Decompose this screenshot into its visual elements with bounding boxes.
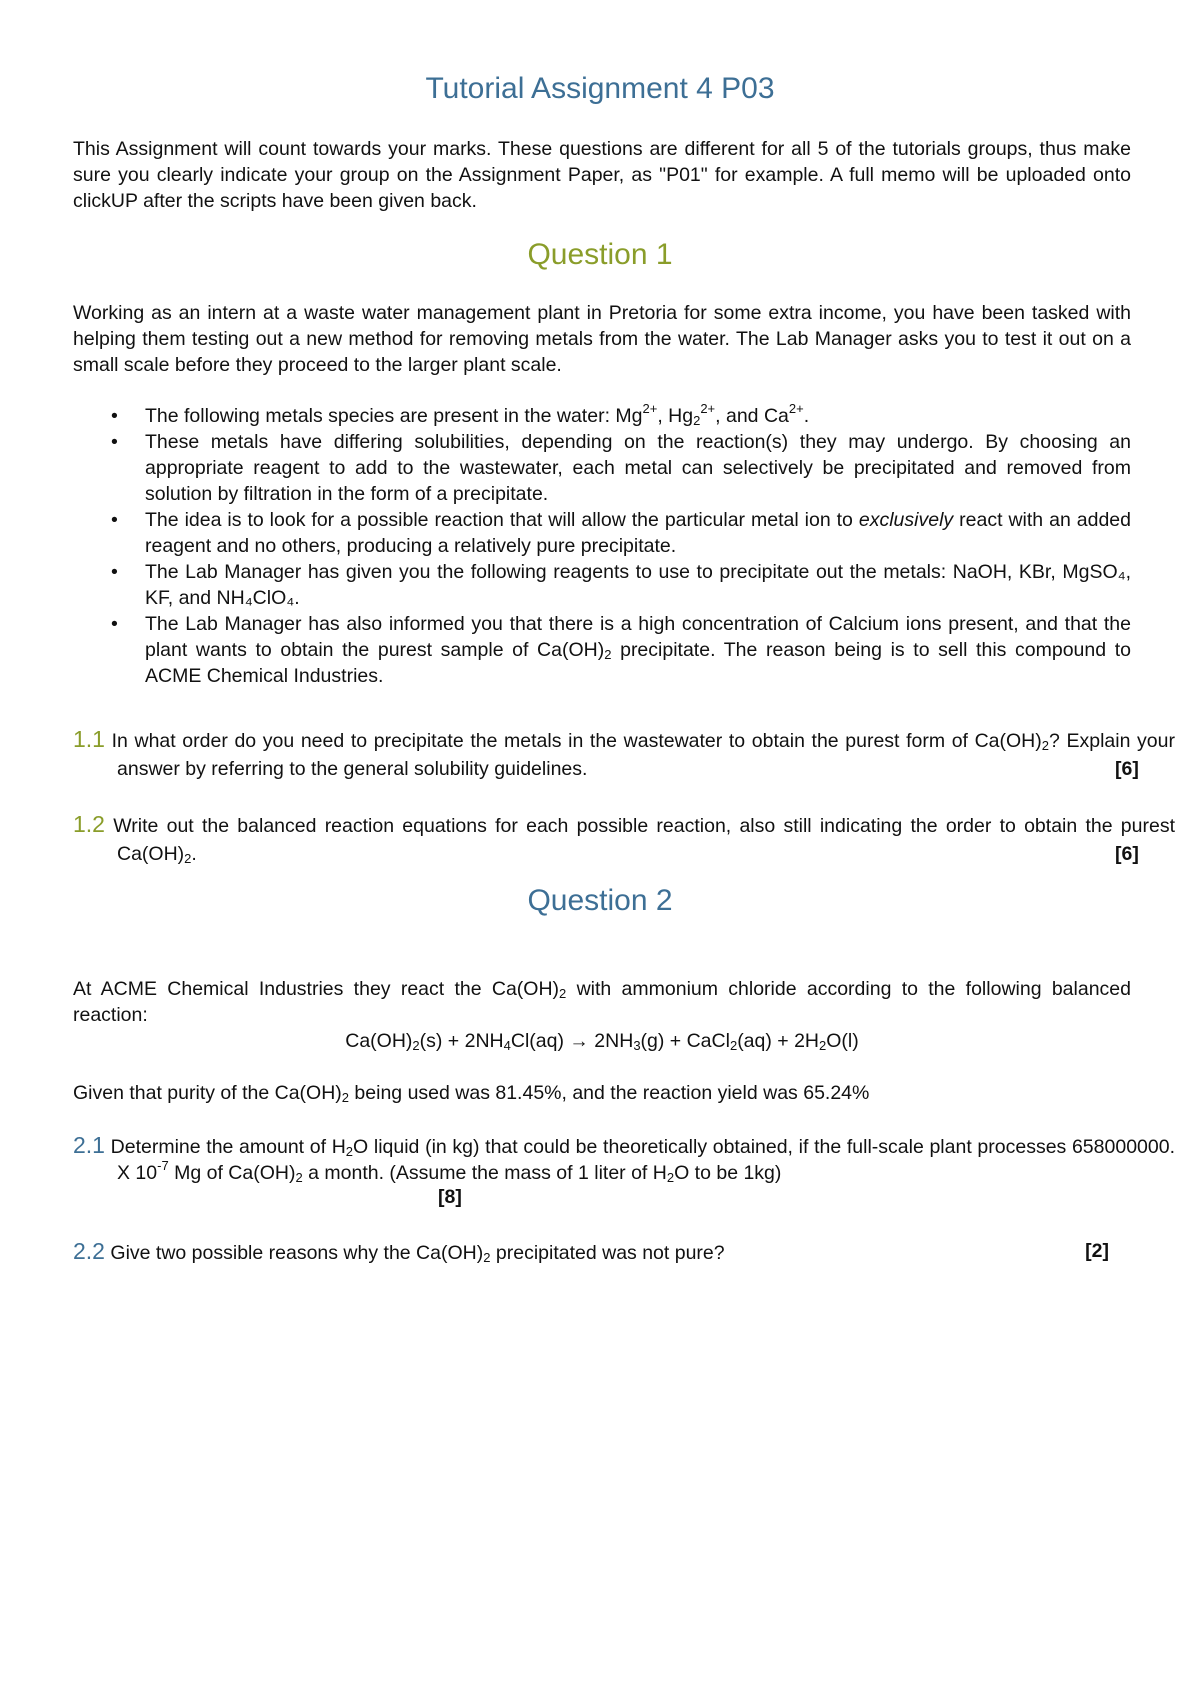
question-2-scenario: At ACME Chemical Industries they react the $Ca(OH)_2$ with ammonium chloride according to the following balanced reaction:: [73, 978, 1131, 1026]
question-number: 1.2: [73, 811, 105, 837]
bullet-exclusive-reaction: • The idea is to look for a possible reaction that will allow the particular metal ion to exclusively react with an added reagent and no others, producing a relatively pure precipitate.: [111, 509, 1131, 557]
question-number: 2.1: [73, 1132, 105, 1158]
intro-paragraph: This Assignment will count towards your marks. These questions are different for all 5 of the tutorials groups, thus make sure you clearly indicate your group on the Assignment Paper, as "P01" for example. A full memo will be uploaded onto clickUP after the scripts have been given back.: [73, 138, 1131, 212]
bullet-solubilities: • These metals have differing solubilities, depending on the reaction(s) they may undergo. By choosing an appropriate reagent to add to the wastewater, each metal can selectively be precipitated and removed from solution by filtration in the form of a precipitate.: [111, 431, 1131, 505]
bullet-calcium: • The Lab Manager has also informed you that there is a high concentration of Calcium ions present, and that the plant wants to obtain the purest sample of $Ca(OH)_2$ precipitate. The reason being is to sell this compound to ACME Chemical Industries.: [111, 613, 1131, 687]
bullet-icon: •: [111, 613, 118, 635]
question-number: 2.2: [73, 1238, 105, 1264]
document-title: Tutorial Assignment 4 P03: [425, 72, 775, 105]
bullet-metal-species: • The following metals species are present in the water: $Mg^{2+}$, $Hg_2^{2+}$, and $Ca^{2+}$.: [111, 401, 810, 428]
bullet-icon: •: [111, 561, 118, 583]
question-2-2: 2.2 Give two possible reasons why the $Ca(OH)_2$ precipitated was not pure? [2]: [73, 1238, 1109, 1265]
reaction-equation: $Ca(OH)_2(s) + 2NH_4Cl(aq) \to 2NH_3(g)$ + CaCl$_2$(aq) + $2H_2O(l)$: [345, 1030, 859, 1053]
question-1-1: 1.1 In what order do you need to precipitate the metals in the wastewater to obtain the purest form of $Ca(OH)_2$? Explain your answer by referring to the general solubility guidelines. [6]: [73, 726, 1175, 780]
marks-label: [2]: [1085, 1240, 1109, 1262]
question-1-scenario: Working as an intern at a waste water management plant in Pretoria for some extra income, you have been tasked with helping them testing out a new method for removing metals from the water. The Lab Manager asks you to test it out on a small scale before they proceed to the larger plant scale.: [73, 302, 1131, 376]
bullet-icon: •: [111, 405, 118, 427]
question-1-heading: Question 1: [527, 238, 673, 271]
question-number: 1.1: [73, 726, 105, 752]
given-data: Given that purity of the $Ca(OH)_2$ being used was 81.45%, and the reaction yield was 65.24%: [73, 1082, 870, 1105]
bullet-reagents: • The Lab Manager has given you the following reagents to use to precipitate out the metals: NaOH, KBr, MgSO₄, KF, and NH₄ClO₄.: [111, 561, 1131, 609]
question-2-heading: Question 2: [527, 884, 673, 917]
bullet-icon: •: [111, 431, 118, 453]
bullet-icon: •: [111, 509, 118, 531]
question-2-1-marks: [8]: [438, 1186, 462, 1208]
question-1-bullet-list: [73, 403, 1131, 689]
question-1-2: 1.2 Write out the balanced reaction equations for each possible reaction, also still indicating the order to obtain the purest $Ca(OH)_2$. [6]: [73, 811, 1175, 866]
question-2-1: 2.1 Determine the amount of $H_2O$ liquid (in kg) that could be theoretically obtained, if the full-scale plant processes 658000000. X $10^{-7}$ Mg of $Ca(OH)_2$ a month. (Assume the mass of 1 liter of $H_2O$ to be 1kg): [73, 1132, 1175, 1185]
